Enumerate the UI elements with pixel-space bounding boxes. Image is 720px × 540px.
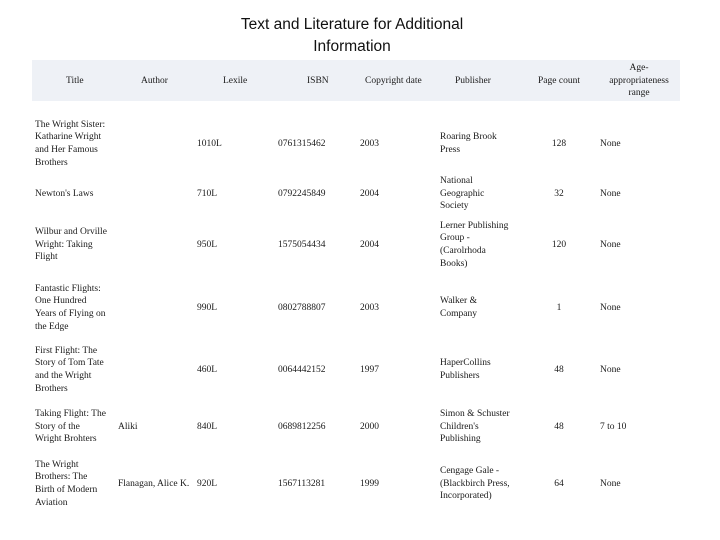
cell-page-count — [509, 239, 609, 252]
header-title-line: Title — [66, 75, 84, 86]
cell-publisher-line: Group - — [440, 233, 470, 244]
cell-lexile-line: 1010L — [197, 138, 222, 149]
header-isbn — [307, 75, 329, 88]
cell-age-range-line: None — [600, 364, 621, 375]
header-author — [141, 75, 168, 88]
cell-publisher-line: Company — [440, 308, 477, 319]
cell-page-count — [509, 138, 609, 151]
cell-author — [118, 421, 138, 434]
cell-title-line: One Hundred — [35, 296, 87, 307]
cell-page-count — [509, 302, 609, 315]
header-age-range-line: range — [628, 88, 650, 99]
cell-age-range-line: None — [600, 138, 621, 149]
cell-title-line: and Her Famous — [35, 144, 98, 155]
cell-page-count-line: 64 — [554, 478, 564, 489]
cell-publisher-line: Society — [440, 201, 469, 212]
cell-copyright-line: 2000 — [360, 421, 379, 432]
cell-title-line: Wright Brohters — [35, 434, 97, 445]
header-title — [66, 75, 84, 88]
cell-publisher-line: Children's — [440, 421, 479, 432]
cell-copyright-line: 2004 — [360, 239, 379, 250]
cell-title-line: Birth of Modern — [35, 484, 98, 495]
header-age-range — [589, 62, 689, 100]
cell-title-line: Newton's Laws — [35, 188, 94, 199]
cell-publisher — [440, 131, 497, 156]
cell-title-line: Story of the — [35, 421, 80, 432]
cell-copyright-line: 2004 — [360, 188, 379, 199]
cell-author — [118, 478, 189, 491]
cell-publisher-line: HaperCollins — [440, 358, 491, 369]
cell-title-line: The Wright — [35, 459, 79, 470]
cell-title-line: Years of Flying on — [35, 308, 106, 319]
cell-copyright-line: 1999 — [360, 478, 379, 489]
cell-isbn — [278, 421, 326, 434]
cell-copyright-line: 1997 — [360, 364, 379, 375]
cell-age-range — [600, 302, 621, 315]
cell-title-line: The Wright Sister: — [35, 119, 106, 130]
cell-copyright — [360, 364, 379, 377]
cell-age-range-line: None — [600, 478, 621, 489]
cell-title-line: Aviation — [35, 497, 68, 508]
cell-title — [35, 283, 106, 333]
cell-title — [35, 459, 97, 509]
cell-publisher-line: Geographic — [440, 188, 485, 199]
cell-isbn — [278, 364, 326, 377]
cell-title — [35, 408, 106, 446]
cell-copyright — [360, 188, 379, 201]
cell-isbn — [278, 239, 326, 252]
cell-publisher — [440, 465, 510, 503]
cell-title-line: Brothers — [35, 157, 68, 168]
cell-publisher-line: Books) — [440, 258, 468, 269]
cell-title-line: Flight — [35, 252, 58, 263]
cell-author-line: Aliki — [118, 421, 138, 432]
cell-lexile-line: 460L — [197, 364, 218, 375]
cell-publisher-line: Lerner Publishing — [440, 220, 509, 231]
cell-lexile — [197, 421, 217, 434]
cell-lexile — [197, 478, 217, 491]
cell-title-line: Wilbur and Orville — [35, 227, 107, 238]
cell-publisher-line: Walker & — [440, 296, 477, 307]
cell-isbn-line: 1575054434 — [278, 239, 326, 250]
cell-publisher-line: Roaring Brook — [440, 132, 497, 143]
cell-publisher — [440, 357, 491, 382]
cell-lexile — [197, 138, 222, 151]
cell-title-line: the Edge — [35, 321, 69, 332]
cell-age-range — [600, 421, 626, 434]
cell-page-count-line: 128 — [551, 138, 567, 149]
header-copyright — [365, 75, 422, 88]
cell-publisher-line: Simon & Schuster — [440, 409, 510, 420]
cell-title-line: Fantastic Flights: — [35, 283, 101, 294]
cell-lexile-line: 990L — [197, 302, 218, 313]
cell-publisher-line: Publishers — [440, 370, 480, 381]
cell-publisher-line: Cengage Gale - — [440, 466, 500, 477]
cell-isbn-line: 0792245849 — [278, 188, 326, 199]
cell-lexile — [197, 364, 217, 377]
header-age-range-line: Age- — [629, 63, 649, 74]
cell-age-range — [600, 239, 621, 252]
cell-copyright — [360, 239, 379, 252]
cell-age-range — [600, 364, 621, 377]
cell-title-line: Brothers: The — [35, 472, 88, 483]
header-age-range-line: appropriateness — [609, 75, 669, 86]
cell-title-line: Taking Flight: The — [35, 409, 106, 420]
header-publisher — [455, 75, 491, 88]
cell-publisher-line: Publishing — [440, 434, 481, 445]
cell-title-line: and the Wright — [35, 370, 92, 381]
cell-title — [35, 345, 104, 395]
cell-isbn-line: 0802788807 — [278, 302, 326, 313]
cell-publisher — [440, 220, 508, 270]
cell-age-range — [600, 138, 621, 151]
cell-publisher-line: Incorporated) — [440, 491, 492, 502]
cell-isbn — [278, 302, 326, 315]
cell-isbn — [278, 138, 326, 151]
cell-age-range-line: None — [600, 188, 621, 199]
cell-copyright — [360, 138, 379, 151]
cell-age-range-line: 7 to 10 — [600, 421, 627, 432]
cell-publisher-line: National — [440, 176, 473, 187]
cell-title-line: First Flight: The — [35, 345, 98, 356]
cell-lexile-line: 950L — [197, 239, 218, 250]
cell-age-range-line: None — [600, 302, 621, 313]
header-copyright-line: Copyright date — [365, 75, 422, 86]
cell-isbn-line: 1567113281 — [278, 478, 326, 489]
cell-page-count-line: 1 — [556, 302, 562, 313]
cell-isbn — [278, 188, 326, 201]
cell-title-line: Katharine Wright — [35, 132, 102, 143]
cell-lexile-line: 840L — [197, 421, 218, 432]
cell-page-count-line: 48 — [554, 421, 564, 432]
title-line-1: Text and Literature for Additional — [240, 16, 464, 33]
cell-title — [35, 188, 93, 201]
cell-copyright-line: 2003 — [360, 138, 379, 149]
cell-age-range-line: None — [600, 239, 621, 250]
title-line-2: Information — [313, 38, 391, 55]
cell-copyright — [360, 478, 379, 491]
cell-copyright-line: 2003 — [360, 302, 379, 313]
cell-page-count-line: 32 — [554, 188, 564, 199]
cell-isbn-line: 0064442152 — [278, 364, 326, 375]
header-publisher-line: Publisher — [455, 75, 491, 86]
cell-publisher — [440, 408, 510, 446]
cell-lexile-line: 920L — [197, 478, 218, 489]
cell-author-line: Flanagan, Alice K. — [118, 478, 190, 489]
cell-lexile — [197, 239, 217, 252]
header-lexile-line: Lexile — [223, 75, 248, 86]
cell-age-range — [600, 188, 621, 201]
cell-page-count — [509, 478, 609, 491]
cell-page-count — [509, 188, 609, 201]
cell-lexile — [197, 188, 217, 201]
cell-title-line: Wright: Taking — [35, 239, 93, 250]
page-title — [200, 14, 504, 58]
cell-title — [35, 226, 107, 264]
cell-page-count — [509, 421, 609, 434]
cell-lexile-line: 710L — [197, 188, 218, 199]
cell-page-count-line: 48 — [554, 364, 564, 375]
cell-publisher — [440, 295, 477, 320]
cell-publisher-line: (Blackbirch Press, — [440, 478, 510, 489]
cell-title — [35, 119, 105, 169]
cell-isbn-line: 0761315462 — [278, 138, 326, 149]
header-isbn-line: ISBN — [307, 75, 329, 86]
cell-copyright — [360, 302, 379, 315]
cell-title-line: Story of Tom Tate — [35, 358, 104, 369]
cell-publisher-line: Press — [440, 144, 461, 155]
header-page-count-line: Page count — [538, 75, 580, 86]
cell-page-count — [509, 364, 609, 377]
cell-title-line: Brothers — [35, 383, 68, 394]
cell-copyright — [360, 421, 379, 434]
cell-publisher-line: (Carolrhoda — [440, 245, 486, 256]
cell-isbn-line: 0689812256 — [278, 421, 326, 432]
header-author-line: Author — [141, 75, 168, 86]
header-lexile — [223, 75, 247, 88]
cell-age-range — [600, 478, 621, 491]
cell-publisher — [440, 175, 484, 213]
cell-isbn — [278, 478, 325, 491]
cell-page-count-line: 120 — [551, 239, 567, 250]
cell-lexile — [197, 302, 217, 315]
